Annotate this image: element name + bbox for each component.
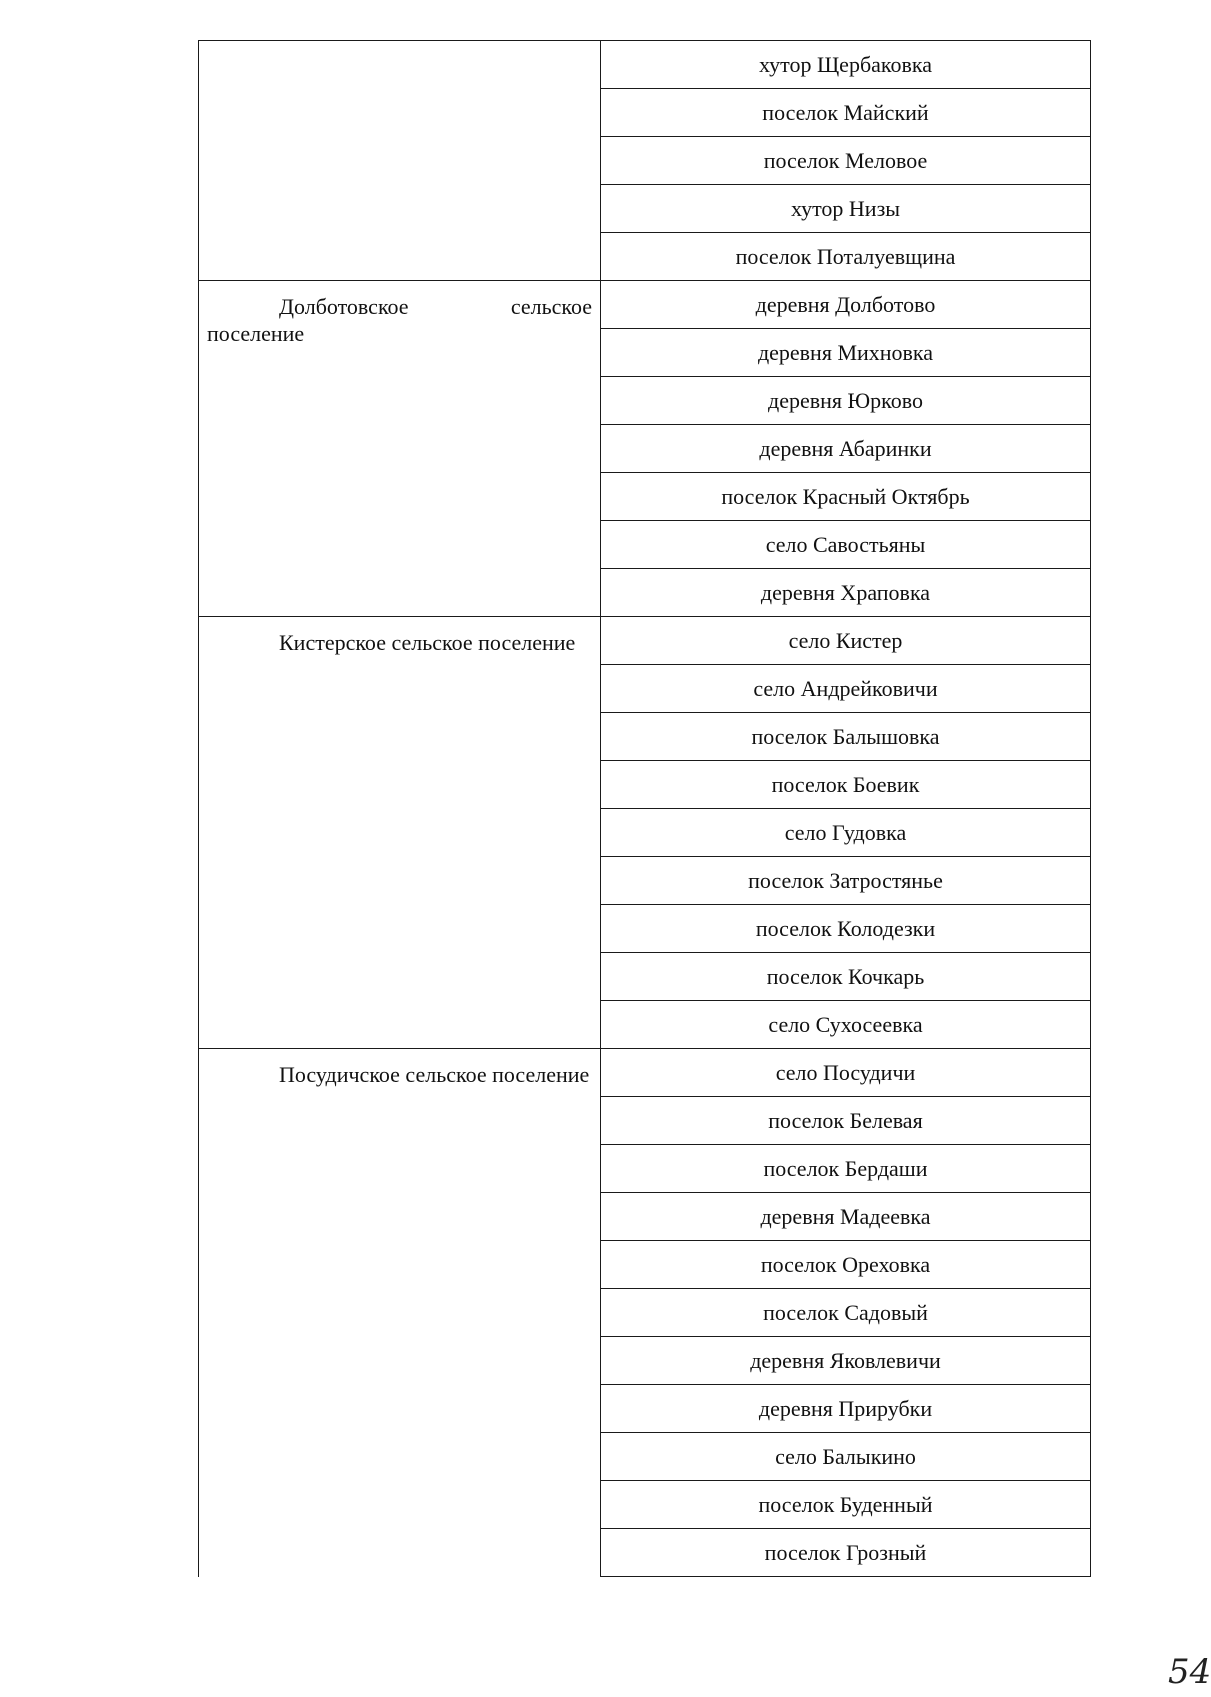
municipality-name: Посудичское сельское поселение bbox=[279, 1062, 590, 1087]
settlement-name: поселок Грозный bbox=[601, 1529, 1091, 1577]
table-row bbox=[199, 1049, 1091, 1097]
settlement-name: поселок Майский bbox=[601, 89, 1091, 137]
municipality-cell bbox=[199, 617, 601, 1049]
settlement-name: деревня Юрково bbox=[601, 377, 1091, 425]
settlement-name: поселок Буденный bbox=[601, 1481, 1091, 1529]
municipality-cell bbox=[199, 41, 601, 281]
municipality-name: Кистерское сельское поселение bbox=[279, 630, 576, 655]
settlement-name: поселок Затростянье bbox=[601, 857, 1091, 905]
settlement-name: поселок Бердаши bbox=[601, 1145, 1091, 1193]
settlement-name: хутор Щербаковка bbox=[601, 41, 1091, 89]
settlement-name: село Гудовка bbox=[601, 809, 1091, 857]
settlement-name: село Балыкино bbox=[601, 1433, 1091, 1481]
settlement-name: деревня Мадеевка bbox=[601, 1193, 1091, 1241]
settlement-name: поселок Балышовка bbox=[601, 713, 1091, 761]
settlement-name: деревня Прирубки bbox=[601, 1385, 1091, 1433]
settlement-name: деревня Михновка bbox=[601, 329, 1091, 377]
settlement-name: село Кистер bbox=[601, 617, 1091, 665]
settlement-name: деревня Храповка bbox=[601, 569, 1091, 617]
table-row bbox=[199, 617, 1091, 665]
settlements-table-body bbox=[199, 41, 1091, 1577]
table-row bbox=[199, 281, 1091, 329]
settlement-name: деревня Яковлевичи bbox=[601, 1337, 1091, 1385]
settlement-name: поселок Поталуевщина bbox=[601, 233, 1091, 281]
settlement-name: поселок Красный Октябрь bbox=[601, 473, 1091, 521]
municipality-cell bbox=[199, 1049, 601, 1577]
settlement-name: село Савостьяны bbox=[601, 521, 1091, 569]
settlement-name: поселок Кочкарь bbox=[601, 953, 1091, 1001]
settlement-name: поселок Ореховка bbox=[601, 1241, 1091, 1289]
settlement-name: село Андрейковичи bbox=[601, 665, 1091, 713]
municipality-cell bbox=[199, 281, 601, 617]
settlements-table bbox=[198, 40, 1091, 1577]
settlement-name: поселок Боевик bbox=[601, 761, 1091, 809]
page-number: 54 bbox=[1168, 1652, 1211, 1692]
settlement-name: поселок Меловое bbox=[601, 137, 1091, 185]
settlement-name: поселок Садовый bbox=[601, 1289, 1091, 1337]
table-row bbox=[199, 41, 1091, 89]
settlement-name: поселок Белевая bbox=[601, 1097, 1091, 1145]
municipality-name: Долботовское сельское поселение bbox=[207, 294, 592, 346]
settlement-name: поселок Колодезки bbox=[601, 905, 1091, 953]
settlement-name: село Посудичи bbox=[601, 1049, 1091, 1097]
settlement-name: деревня Долботово bbox=[601, 281, 1091, 329]
settlement-name: деревня Абаринки bbox=[601, 425, 1091, 473]
settlement-name: хутор Низы bbox=[601, 185, 1091, 233]
settlement-name: село Сухосеевка bbox=[601, 1001, 1091, 1049]
